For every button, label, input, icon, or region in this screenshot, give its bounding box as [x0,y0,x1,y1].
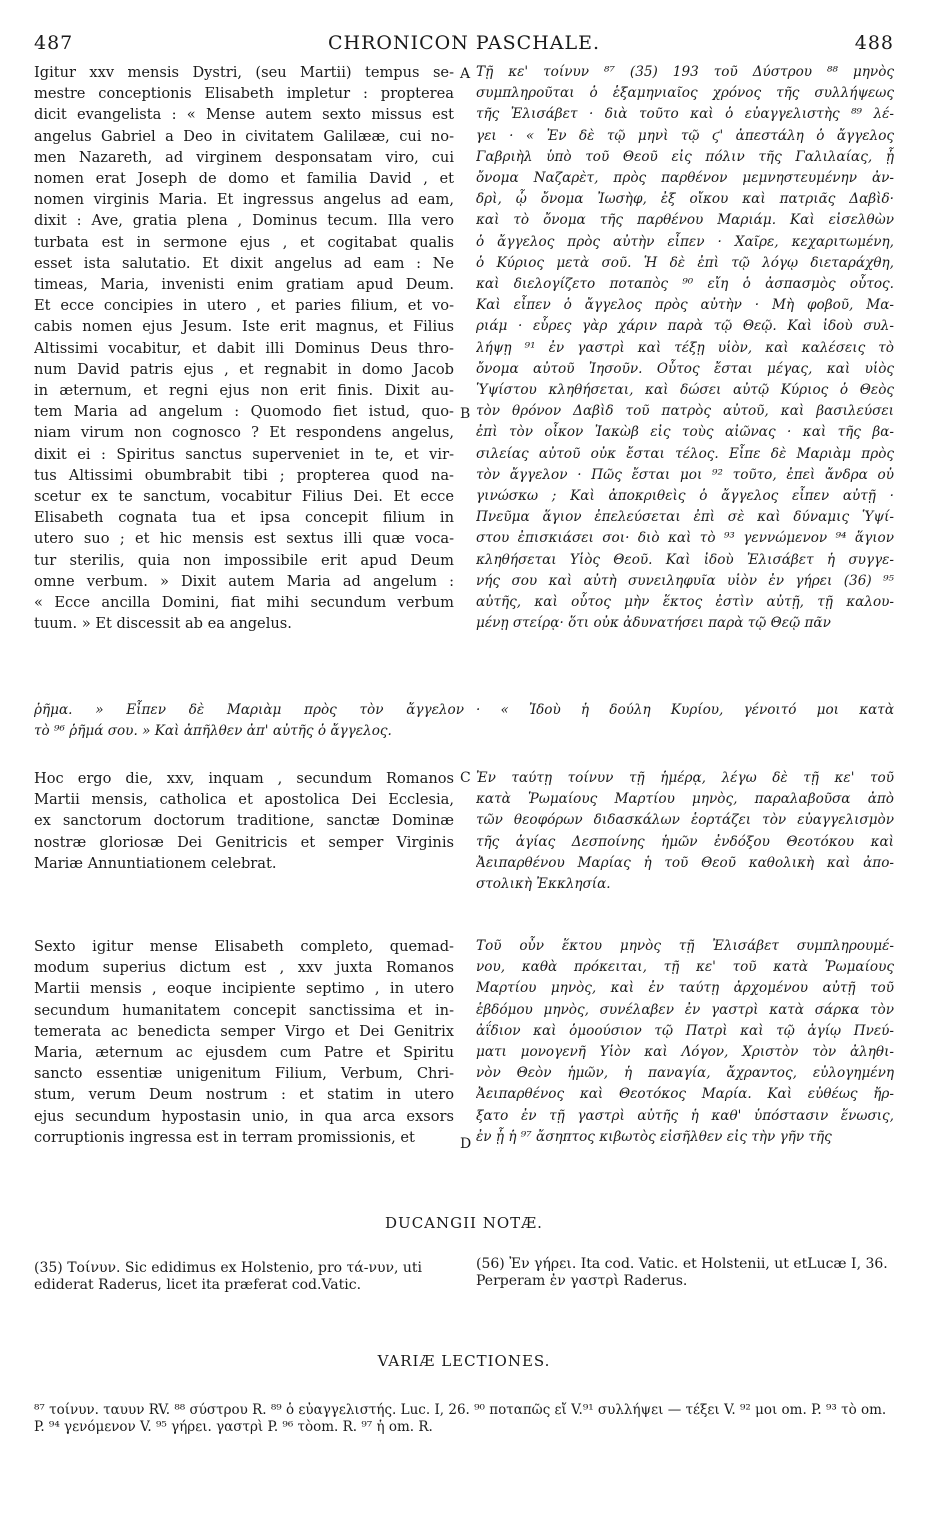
text-line: ἐπὶ τὸν οἶκον Ἰακὼβ εἰς τοὺς αἰῶνας · καὶ τῆς βα- [476,424,894,441]
text-line: cabis nomen ejus Jesum. Iste erit magnus, et Filius [34,318,454,336]
text-line: in æternum, et regni ejus non erit finis. Dixit au- [34,382,454,400]
running-title: CHRONICON PASCHALE. [327,32,601,54]
text-line: γινώσκω ; Καὶ ἀποκριθεὶς ὁ ἄγγελος εἶπεν αὐτῇ · [476,488,894,505]
text-line: Καὶ εἶπεν ὁ ἄγγελος πρὸς αὐτὴν · Μὴ φοβοῦ, Μα- [476,297,894,314]
text-line: dixit ei : Spiritus sanctus superveniet in te, et vir- [34,445,454,463]
text-line: ἑβδόμου μηνὸς, συνέλαβεν ἐν γαστρὶ κατὰ σάρκα τὸν [476,1001,894,1018]
note-line: Lucæ I, 36. Perperam ἐν γαστρὶ Raderus. [476,1256,888,1289]
text-line: nostræ gloriosæ Dei Genitricis et semper Virginis [34,833,454,851]
text-line: Altissimi vocabitur, et dabit illi Dominus Deus thro- [34,339,454,357]
text-line: corruptionis ingressa est in terram promissionis, et [34,1128,415,1146]
margin-marker-c: C [460,770,471,786]
text-line: tur sterilis, quia non impossibile erit apud Deum [34,551,454,569]
text-line: καὶ διελογίζετο ποταπὸς ⁹⁰ εἴη ὁ ἀσπασμὸς οὗτος. [476,276,894,293]
text-line: συμπληροῦται ὁ ἑξαμηνιαῖος χρόνος τῆς συλλήψεως [476,85,894,102]
text-line: ejus secundum hypostasin unio, in qua arca exsors [34,1107,454,1125]
text-line: Maria, æternum ac ejusdem cum Patre et Spiritu [34,1044,454,1062]
note-line: (35) Τοίνυν. Sic edidimus ex Holstenio, pro τά- [34,1260,369,1276]
text-line: λήψῃ ⁹¹ ἐν γαστρὶ καὶ τέξῃ υἱὸν, καὶ καλέσεις τὸ [476,339,894,356]
text-line: δρὶ, ᾧ ὄνομα Ἰωσὴφ, ἐξ οἴκου καὶ πατριᾶς Δαβὶδ· [476,191,894,208]
text-line: Igitur xxv mensis Dystri, (seu Martii) tempus se- [34,64,454,81]
text-line: scetur ex te sanctum, vocabitur Filius Dei. Et ecce [34,488,454,506]
text-line: num David patris ejus , et regnabit in domo Jacob [34,360,454,378]
text-line: ὁ ἄγγελος πρὸς αὐτὴν εἶπεν · Χαῖρε, κεχαριτωμένη, [476,233,894,250]
text-line: νὸν Θεὸν ἡμῶν, ἡ παναγία, ἄχραντος, εὐλογημένη [476,1065,894,1082]
text-line: τῶν θεοφόρων διδασκάλων ἑορτάζει τὸν εὐαγγελισμὸν [476,812,894,829]
text-line: secundum humanitatem concepit sanctissima et in- [34,1001,454,1019]
text-line: nomen erat Joseph de domo et familia David , et [34,170,454,188]
text-line: ὁ Κύριος μετὰ σοῦ. Ἡ δὲ ἐπὶ τῷ λόγῳ διεταράχθη, [476,254,894,271]
text-line: μένῃ στείρᾳ· ὅτι οὐκ ἀδυνατήσει παρὰ τῷ Θεῷ πᾶν [476,615,831,632]
text-line: Elisabeth cognata tua et ipsa concepit filium in [34,509,454,527]
text-line: turbata est in sermone ejus , et cogitabat qualis [34,233,454,251]
text-line: tus Altissimi obumbrabit tibi ; propterea quod na- [34,466,454,484]
latin-column-1 [34,62,454,634]
greek-tail-left [34,700,464,742]
text-line: Τοῦ οὖν ἕκτου μηνὸς τῇ Ἐλισάβετ συμπληρουμέ- [476,938,894,954]
note-35 [34,1260,454,1294]
text-line: κατὰ Ῥωμαίους Μαρτίου μηνὸς, παραλαβοῦσα ἀπὸ [476,791,894,808]
page-number-left: 487 [34,32,74,54]
text-line: στολικὴ Ἐκκλησία. [476,876,611,893]
text-line: utero suo ; et hic mensis est sextus illi quæ voca- [34,530,454,548]
text-line: omne verbum. » Dixit autem Maria ad angelum : [34,572,454,590]
text-line: αὐτῆς, καὶ οὗτος μὴν ἕκτος ἐστὶν αὐτῇ, τῇ καλου- [476,594,894,611]
text-line: καὶ τὸ ὄνομα τῆς παρθένου Μαριάμ. Καὶ εἰσελθὼν [476,212,894,229]
note-36 [476,1256,894,1290]
text-line: Τῇ κε' τοίνυν ⁸⁷ (35) 193 τοῦ Δύστρου ⁸⁸ μηνὸς [476,64,894,80]
text-line: κληθήσεται Υἱὸς Θεοῦ. Καὶ ἰδοὺ Ἐλισάβετ ἡ συγγε- [476,551,894,568]
text-line: ριάμ · εὗρες γὰρ χάριν παρὰ τῷ Θεῷ. Καὶ ἰδοὺ συλ- [476,318,894,335]
variant-line: ⁸⁷ τοίνυν. ταυυν RV. ⁸⁸ σύστρου R. ⁸⁹ ὁ εὐαγγελιστής. Luc. I, 26. ⁹⁰ ποταπῶς εἴ V. [34,1402,583,1418]
text-line: τὸν ἄγγελον · Πῶς ἔσται μοι ⁹² τοῦτο, ἐπεὶ ἄνδρα οὐ [476,466,894,483]
text-line: sancto essentiæ unigenitum Filium, Verbum, Chri- [34,1065,454,1083]
text-line: timeas, Maria, invenisti enim gratiam apud Deum. [34,276,454,294]
greek-column-1 [476,62,894,634]
margin-marker-d: D [460,1136,472,1152]
greek-column-3 [476,936,894,1148]
text-line: Ὑψίστου κληθήσεται, καὶ δώσει αὐτῷ Κύριος ὁ Θεὸς [476,382,894,399]
text-line: nomen virginis Maria. Et ingressus angelus ad eam, [34,191,454,209]
text-line: ῥῆμα. » Εἶπεν δὲ Μαριὰμ πρὸς τὸν ἄγγελον [34,702,464,718]
text-line: στου ἐπισκιάσει σοι· διὸ καὶ τὸ ⁹³ γεννώμενον ⁹⁴ ἅγιον [476,530,894,547]
text-line: Et ecce concipies in utero , et paries filium, et vo- [34,297,454,315]
text-line: « Ecce ancilla Domini, fiat mihi secundum verbum [34,594,454,612]
text-line: Sexto igitur mense Elisabeth completo, quemad- [34,938,454,955]
note-line: νυν, uti ediderat Raderus, licet ita præferat cod. [34,1260,423,1293]
text-line: Γαβριὴλ ὑπὸ τοῦ Θεοῦ εἰς πόλιν τῆς Γαλιλαίας, ᾗ [476,148,894,165]
latin-column-2 [34,768,454,874]
text-line: ἐν ᾗ ἡ ⁹⁷ ἄσηπτος κιβωτὸς εἰσῆλθεν εἰς τὴν γῆν τῆς [476,1128,832,1145]
text-line: Mariæ Annuntiationem celebrat. [34,854,277,872]
text-line: Ἐν ταύτῃ τοίνυν τῇ ἡμέρᾳ, λέγω δὲ τῇ κε' τοῦ [476,770,894,786]
text-line: Πνεῦμα ἅγιον ἐπελεύσεται ἐπὶ σὲ καὶ δύναμις Ὑψί- [476,509,894,526]
text-line: γει · « Ἐν δὲ τῷ μηνὶ τῷ ϛ' ἀπεστάλη ὁ ἄγγελος [476,127,894,144]
greek-tail-right: · « Ἰδοὺ ἡ δούλη Κυρίου, γένοιτό μοι κατὰ [476,702,894,718]
text-line: mestre conceptionis Elisabeth impletur : propterea [34,85,454,103]
text-line: tuum. » Et discessit ab ea angelus. [34,615,292,633]
text-line: τὸ ⁹⁶ ῥῆμά σου. » Καὶ ἀπῆλθεν ἀπ' αὐτῆς ὁ ἄγγελος. [34,723,392,740]
text-line: niam virum non cognosco ? Et respondens angelus, [34,424,454,442]
variae-lectiones-heading: VARIÆ LECTIONES. [377,1352,551,1370]
notes-heading: DUCANGII NOTÆ. [385,1214,543,1232]
text-line: dicit evangelista : « Mense autem sexto missus est [34,106,454,124]
text-line: Ἀειπαρθένου Μαρίας ἡ τοῦ Θεοῦ καθολικὴ καὶ ἀπο- [476,854,894,871]
text-line: τῆς Ἐλισάβετ · διὰ τοῦτο καὶ ὁ εὐαγγελιστὴς ⁸⁹ λέ- [476,106,894,123]
text-line: νου, καθὰ πρόκειται, τῇ κε' τοῦ κατὰ Ῥωμαίους [476,959,894,976]
margin-marker-a: A [460,66,471,82]
latin-column-3 [34,936,454,1148]
text-line: stum, verum Deum nostrum : et statim in utero [34,1086,454,1104]
text-line: Hoc ergo die, xxv, inquam , secundum Romanos [34,770,454,787]
text-line: tem Maria ad angelum : Quomodo fiet istud, quo- [34,403,454,421]
text-line: temerata ac benedicta semper Virgo et Dei Genitrix [34,1022,454,1040]
margin-marker-b: B [460,406,471,422]
variant-line: om. R. ⁹⁷ ἡ om. R. [313,1419,433,1435]
note-line: (56) Ἐν γήρει. Ita cod. Vatic. et Holstenii, ut et [476,1256,808,1272]
variant-line: ⁹¹ συλλήψει — τέξει V. ⁹² μοι om. P. ⁹³ τὸ om. P. ⁹⁴ γενόμενον V. ⁹⁵ γήρει. γαστρὶ P. ⁹⁶ τὸ [34,1402,887,1435]
note-line: Vatic. [321,1277,362,1293]
page-number-right: 488 [854,32,894,54]
variae-lectiones [34,1402,894,1436]
text-line: Martii mensis, catholica et apostolica Dei Ecclesia, [34,791,454,809]
text-line: ξατο ἐν τῇ γαστρὶ αὐτῆς ἡ καθ' ὑπόστασιν ἕνωσις, [476,1107,894,1124]
greek-column-2 [476,768,894,895]
text-line: ματι μονογενῆ Υἱὸν καὶ Λόγον, Χριστὸν τὸν ἀληθι- [476,1044,894,1061]
text-line: modum superius dictum est , xxv juxta Romanos [34,959,454,977]
text-line: esset ista salutatio. Et dixit angelus ad eam : Ne [34,254,454,272]
text-line: ὄνομα Ναζαρὲτ, πρὸς παρθένον μεμνηστευμένην ἀν- [476,170,894,187]
text-line: men Nazareth, ad virginem desponsatam viro, cui [34,148,454,166]
text-line: νής σου καὶ αὐτὴ συνειληφυῖα υἱὸν ἐν γήρει (36) ⁹⁵ [476,572,894,589]
text-line: τῆς ἁγίας Δεσποίνης ἡμῶν ἐνδόξου Θεοτόκου καὶ [476,833,894,850]
text-line: ex sanctorum doctorum traditione, sanctæ Dominæ [34,812,454,830]
text-line: angelus Gabriel a Deo in civitatem Galilææ, cui no- [34,127,454,145]
text-line: σιλείας αὐτοῦ οὐκ ἔσται τέλος. Εἶπε δὲ Μαριὰμ πρὸς [476,445,894,462]
text-line: ὄνομα αὐτοῦ Ἰησοῦν. Οὗτος ἔσται μέγας, καὶ υἱὸς [476,360,894,377]
text-line: Μαρτίου μηνὸς, καὶ ἐν ταύτῃ ἀρχομένου αὐτῇ τοῦ [476,980,894,997]
text-line: dixit : Ave, gratia plena , Dominus tecum. Illa vero [34,212,454,230]
text-line: Martii mensis , eoque incipiente septimo , in utero [34,980,454,998]
text-line: τὸν θρόνον Δαβὶδ τοῦ πατρὸς αὐτοῦ, καὶ βασιλεύσει [476,403,894,420]
text-line: Ἀειπαρθένος καὶ Θεοτόκος Μαρία. Καὶ εὐθέως ἤρ- [476,1086,894,1103]
text-line: ἀΐδιον καὶ ὁμοούσιον τῷ Πατρὶ καὶ τῷ ἁγίῳ Πνεύ- [476,1022,894,1039]
